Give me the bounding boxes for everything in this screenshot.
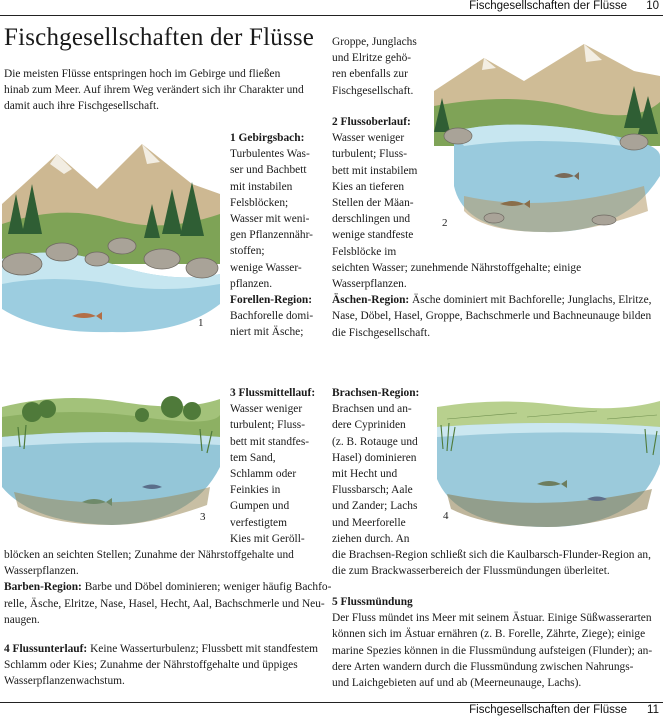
brachsen-column bbox=[332, 385, 651, 579]
section-4-text bbox=[4, 641, 324, 690]
running-header: Fischgesellschaften der Flüsse bbox=[469, 0, 627, 12]
s2-line: Kies an tieferen bbox=[332, 180, 405, 193]
br-line: ziehen durch. An bbox=[332, 532, 410, 545]
section-3-continuation bbox=[4, 547, 332, 628]
s1-region-line: Bachforelle domi- bbox=[230, 310, 314, 323]
rt-line: ren ebenfalls zur bbox=[332, 68, 408, 81]
section-4-label: 4 Flussunterlauf: bbox=[4, 643, 88, 655]
section-5-text bbox=[332, 594, 658, 691]
s5-line: können sich im Ästuar ernähren (z. B. Forelle, Zährte, Ziege); einige bbox=[332, 628, 646, 641]
figure-number-1: 1 bbox=[198, 317, 204, 329]
page-title: Fischgesellschaften der Flüsse bbox=[4, 24, 315, 51]
rt-line: Groppe, Junglachs bbox=[332, 36, 417, 48]
page-number-top: 10 bbox=[646, 0, 659, 12]
br-line: mit Hecht und bbox=[332, 468, 398, 481]
s1-line: Felsblöcken; bbox=[230, 196, 289, 209]
section-2-column bbox=[332, 114, 652, 341]
s1-line: pflanzen. bbox=[230, 277, 273, 290]
figure-number-2: 2 bbox=[442, 217, 448, 229]
s4-line: Wasserpflanzenwachstum. bbox=[4, 675, 125, 688]
header-rule bbox=[0, 15, 663, 16]
footer-rule bbox=[0, 702, 663, 703]
s2-region-line: Äsche dominiert mit Bachforelle; Junglachs, Elritze, bbox=[409, 294, 652, 307]
s1-line: Turbulentes Was- bbox=[230, 148, 310, 161]
s2-line: derschlingen und bbox=[332, 213, 411, 226]
s1-line: stoffen; bbox=[230, 245, 265, 258]
section-2-label: 2 Flussoberlauf: bbox=[332, 116, 411, 128]
s2-line: bett mit instabilem bbox=[332, 164, 418, 177]
s1-line: mit instabilen bbox=[230, 180, 293, 193]
br-line: dere Cypriniden bbox=[332, 419, 406, 432]
s2-line: turbulent; Fluss- bbox=[332, 148, 407, 161]
s3-region-line: relle, Äsche, Elritze, Nase, Hasel, Hecht, Aal, Bachschmerle und Neu- bbox=[4, 597, 325, 610]
right-top-column bbox=[332, 34, 432, 99]
s1-region-line: niert mit Äsche; bbox=[230, 326, 304, 339]
page-number-bottom: 11 bbox=[647, 704, 659, 716]
s2-region-line: Nase, Döbel, Hasel, Groppe, Bachschmerle und Bachneunauge bilden bbox=[332, 310, 652, 323]
figure-number-4: 4 bbox=[443, 510, 449, 522]
illustration-flussunterlauf bbox=[437, 389, 660, 529]
s3-line: bett mit standfes- bbox=[230, 435, 310, 448]
s2-line: wenige standfeste bbox=[332, 229, 414, 242]
s4-line: Keine Wasserturbulenz; Flussbett mit standfestem bbox=[87, 643, 318, 655]
s2-wide-line: Wasserpflanzen. bbox=[332, 278, 407, 291]
section-3-column bbox=[230, 385, 325, 547]
section-3-label: 3 Flussmittellauf: bbox=[230, 387, 316, 399]
s3-line: turbulent; Fluss- bbox=[230, 419, 305, 432]
s2-wide-line: seichten Wasser; zunehmende Nährstoffgehalte; einige bbox=[332, 261, 582, 274]
br-line: (z. B. Rotauge und bbox=[332, 435, 418, 448]
s5-line: marine Spezies können in die Flussmündung aufsteigen (Flunder); an- bbox=[332, 644, 653, 657]
s1-line: ser und Bachbett bbox=[230, 164, 307, 177]
illustration-flussmittellauf bbox=[2, 387, 220, 527]
br-line: und Meerforelle bbox=[332, 516, 406, 529]
br-wide-line: die zum Brackwasserbereich der Flussmündungen überleitet. bbox=[332, 565, 610, 578]
br-wide-line: die Brachsen-Region schließt sich die Kaulbarsch-Flunder-Region an, bbox=[332, 549, 651, 562]
s2-line: Wasser weniger bbox=[332, 132, 405, 145]
s5-line: dere Arten wandern durch die Flussmündung zwischen Nahrungs- bbox=[332, 660, 634, 673]
s3-region-line: naugen. bbox=[4, 613, 40, 626]
s3-region-line: Barbe und Döbel dominieren; weniger häufig Bachfo- bbox=[81, 581, 332, 594]
intro-text: Die meisten Flüsse entspringen hoch im Gebirge und fließen hinab zum Meer. Auf ihrem Weg verändert sich ihr Charakter und damit auch ihre Fischgesellschaft. bbox=[4, 68, 304, 113]
s3-line: Kies mit Geröll- bbox=[230, 532, 305, 545]
s2-line: Stellen der Mäan- bbox=[332, 197, 414, 210]
figure-number-3: 3 bbox=[200, 511, 206, 523]
section-1-region-label: Forellen-Region: bbox=[230, 294, 313, 307]
s1-line: Wasser mit weni- bbox=[230, 213, 310, 226]
section-1-column bbox=[230, 130, 325, 341]
illustration-flussoberlauf bbox=[434, 36, 660, 234]
section-1-label: 1 Gebirgsbach: bbox=[230, 132, 305, 144]
s3-line: Gumpen und bbox=[230, 500, 290, 513]
br-line: Brachsen und an- bbox=[332, 403, 412, 416]
running-footer: Fischgesellschaften der Flüsse bbox=[469, 704, 627, 716]
br-line: Flussbarsch; Aale bbox=[332, 484, 413, 497]
s3-line: tem Sand, bbox=[230, 451, 276, 464]
s4-line: Schlamm oder Kies; Zunahme der Nährstoffgehalte und üppiges bbox=[4, 659, 298, 672]
s1-line: wenige Wasser- bbox=[230, 261, 302, 274]
s5-line: und Laichgebieten auf und ab (Meerneunauge, Lachs). bbox=[332, 677, 582, 690]
section-2-region-label: Äschen-Region: bbox=[332, 294, 410, 307]
s3-line: Schlamm oder bbox=[230, 468, 297, 481]
s3-wide-line: blöcken an seichten Stellen; Zunahme der Nährstoffgehalte und bbox=[4, 549, 294, 561]
s3-line: verfestigtem bbox=[230, 516, 287, 529]
s1-line: gen Pflanzennähr- bbox=[230, 229, 313, 242]
rt-line: Fischgesellschaft. bbox=[332, 84, 414, 97]
illustration-gebirgsbach bbox=[2, 134, 220, 334]
section-3-region-label: Barben-Region: bbox=[4, 581, 82, 594]
section-5-label: 5 Flussmündung bbox=[332, 596, 413, 608]
s3-line: Feinkies in bbox=[230, 484, 281, 497]
s3-line: Wasser weniger bbox=[230, 403, 303, 416]
s2-region-line: die Fischgesellschaft. bbox=[332, 326, 431, 339]
rt-line: und Elritze gehö- bbox=[332, 52, 412, 65]
s5-line: Der Fluss mündet ins Meer mit seinem Ästuar. Einige Süßwasserarten bbox=[332, 612, 652, 625]
br-line: und Zander; Lachs bbox=[332, 500, 418, 513]
br-line: Hasel) dominieren bbox=[332, 451, 417, 464]
s2-line: Felsblöcke im bbox=[332, 245, 397, 258]
s3-wide-line: Wasserpflanzen. bbox=[4, 565, 79, 578]
brachsen-label: Brachsen-Region: bbox=[332, 387, 420, 399]
